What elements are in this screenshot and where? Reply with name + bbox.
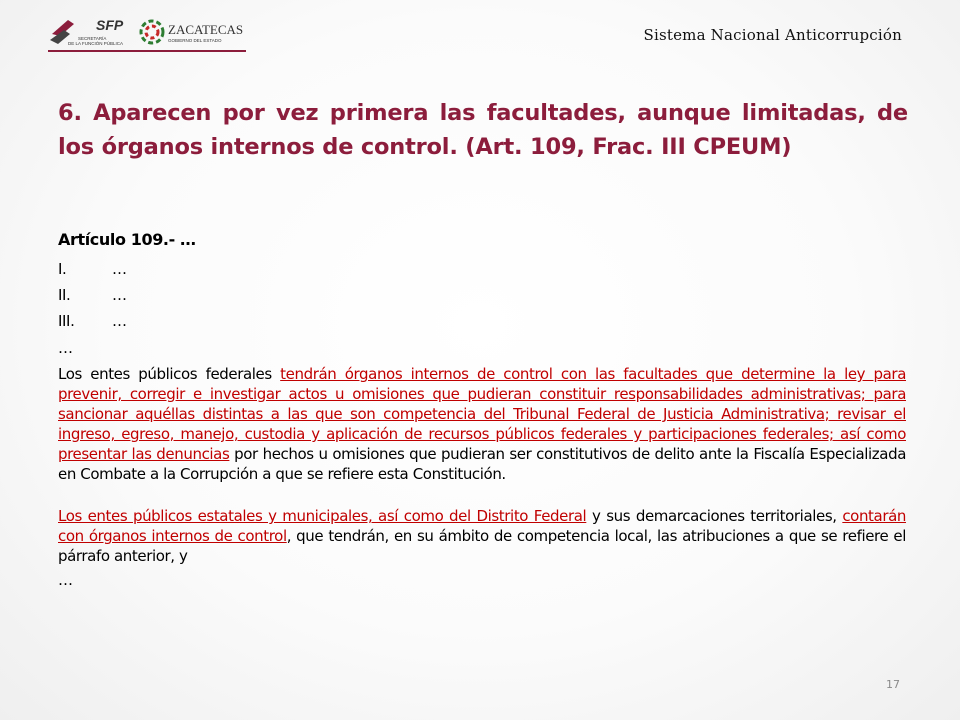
highlighted-text: contarán con órganos internos de control — [58, 507, 906, 545]
svg-text:SECRETARÍA: SECRETARÍA — [78, 36, 107, 41]
svg-text:SFP: SFP — [96, 17, 124, 33]
page-number: 17 — [886, 678, 900, 691]
header-title: Sistema Nacional Anticorrupción — [643, 26, 902, 44]
paragraph-text: Los entes públicos federales — [58, 365, 281, 383]
fraction-number: III. — [58, 312, 75, 330]
svg-text:GOBIERNO DEL ESTADO: GOBIERNO DEL ESTADO — [168, 38, 222, 43]
paragraph-federal — [58, 364, 906, 484]
fraction-text: … — [112, 286, 127, 304]
paragraph-state — [58, 506, 906, 566]
highlighted-text: tendrán órganos internos de control con las facultades que determine la ley para prevenir, corregir e investigar actos u omisiones que pudieran constituir responsabilidades administrativas; para sancionar aquéllas distintas a las que son competencia del Tribunal Federal de Justicia Administrativa; revisar el ingreso, egreso, manejo, custodia y aplicación de recursos públicos federales y participaciones federales; así como presentar las denuncias — [58, 365, 906, 463]
article-body — [58, 230, 906, 590]
article-heading: Artículo 109.- … — [58, 230, 196, 249]
highlighted-text: Los entes públicos estatales y municipales, así como del Distrito Federal — [58, 507, 587, 525]
paragraph-spacer — [58, 484, 906, 504]
fraction-number: II. — [58, 286, 71, 304]
paragraph-text: y sus demarcaciones territoriales, — [586, 507, 843, 525]
header-divider — [48, 50, 246, 52]
fraction-number: I. — [58, 260, 67, 278]
slide-title: 6. Aparecen por vez primera las facultades, aunque limitadas, de los órganos internos de control. (Art. 109, Frac. III CPEUM) — [58, 100, 908, 160]
svg-text:DE LA FUNCIÓN PÚBLICA: DE LA FUNCIÓN PÚBLICA — [68, 41, 124, 46]
paragraph-text: , que tendrán, en su ámbito de competencia local, las atribuciones a que se refiere el párrafo anterior, y — [58, 527, 906, 565]
fraction-row — [58, 308, 906, 334]
fraction-row — [58, 282, 906, 308]
fraction-row — [58, 256, 906, 282]
final-ellipsis: … — [58, 571, 73, 589]
omitted-text-ellipsis: … — [58, 339, 73, 357]
fraction-text: … — [112, 260, 127, 278]
fraction-text: … — [112, 312, 127, 330]
paragraph-text: por hechos u omisiones que pudieran ser constitutivos de delito ante la Fiscalía Especializada en Combate a la Corrupción a que se refiere esta Constitución. — [58, 445, 906, 483]
svg-text:ZACATECAS: ZACATECAS — [168, 22, 244, 37]
zacatecas-logo — [141, 21, 243, 43]
sfp-logo — [50, 17, 124, 46]
